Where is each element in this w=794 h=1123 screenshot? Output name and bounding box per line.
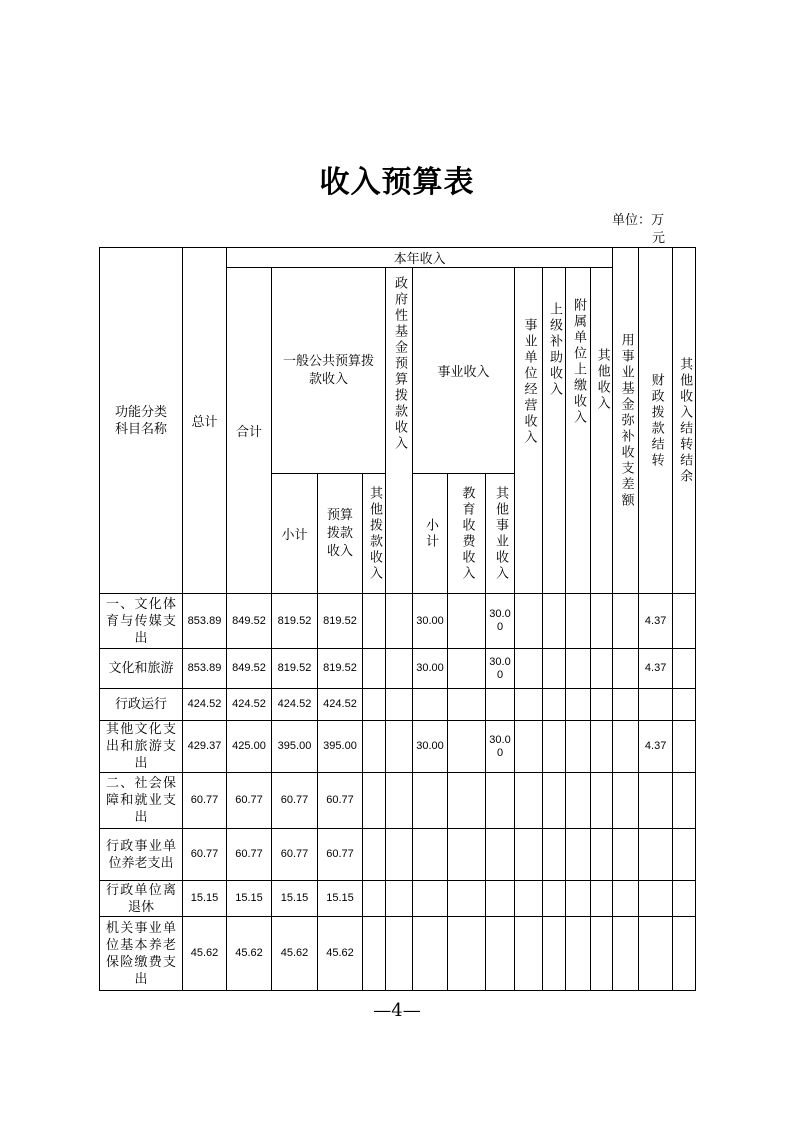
cell-bus-sub [413, 917, 448, 991]
cell-sup [543, 829, 566, 881]
table-row [100, 829, 696, 881]
cell-gen-sub: 60.77 [272, 773, 318, 829]
header-superior-subsidy: 上级补助收入 [543, 268, 566, 594]
cell-fund [613, 773, 639, 829]
cell-othcarry [673, 829, 696, 881]
cell-gen-budget: 60.77 [318, 829, 363, 881]
cell-oth [591, 829, 613, 881]
cell-sum: 849.52 [227, 594, 272, 649]
cell-oper [515, 689, 543, 721]
cell-bus-other: 30.00 [486, 649, 515, 689]
header-gen-subtotal: 小计 [272, 474, 318, 594]
cell-bus-edu [448, 881, 486, 917]
cell-bus-edu [448, 829, 486, 881]
cell-name: 行政事业单位养老支出 [100, 829, 183, 881]
cell-bus-edu [448, 917, 486, 991]
header-bus-subtotal: 小计 [413, 474, 448, 594]
table-row [100, 773, 696, 829]
cell-total: 60.77 [183, 773, 227, 829]
cell-oper [515, 594, 543, 649]
cell-aff [566, 594, 591, 649]
cell-aff [566, 917, 591, 991]
cell-gen-other [363, 721, 386, 773]
cell-oper [515, 881, 543, 917]
table-row [100, 881, 696, 917]
cell-sum: 425.00 [227, 721, 272, 773]
cell-gen-other [363, 881, 386, 917]
cell-gen-other [363, 917, 386, 991]
cell-gen-sub: 424.52 [272, 689, 318, 721]
cell-total: 15.15 [183, 881, 227, 917]
cell-othcarry [673, 917, 696, 991]
cell-othcarry [673, 881, 696, 917]
cell-total: 45.62 [183, 917, 227, 991]
cell-fund [613, 917, 639, 991]
cell-bus-sub [413, 829, 448, 881]
header-subtotal-all: 合计 [227, 268, 272, 594]
header-business-income: 事业收入 [413, 268, 515, 474]
cell-sup [543, 917, 566, 991]
cell-aff [566, 689, 591, 721]
cell-sum: 60.77 [227, 829, 272, 881]
cell-sum: 60.77 [227, 773, 272, 829]
header-total: 总计 [183, 248, 227, 594]
header-other-carryover: 其他收入结转结余 [673, 248, 696, 594]
cell-oth [591, 689, 613, 721]
cell-gov-fund [386, 721, 413, 773]
cell-fund [613, 881, 639, 917]
cell-aff [566, 773, 591, 829]
cell-bus-edu [448, 594, 486, 649]
cell-sup [543, 689, 566, 721]
cell-bus-edu [448, 689, 486, 721]
table-row [100, 721, 696, 773]
table-row [100, 594, 696, 649]
cell-gen-other [363, 829, 386, 881]
cell-gen-budget: 819.52 [318, 594, 363, 649]
cell-sum: 15.15 [227, 881, 272, 917]
cell-othcarry [673, 594, 696, 649]
cell-gov-fund [386, 689, 413, 721]
cell-gen-sub: 60.77 [272, 829, 318, 881]
page-number: —4— [373, 1000, 421, 1021]
unit-text-2: 元 [652, 231, 666, 246]
cell-oth [591, 721, 613, 773]
header-general-budget: 一般公共预算拨款收入 [272, 268, 386, 474]
cell-name: 其他文化支出和旅游支出 [100, 721, 183, 773]
cell-fund [613, 649, 639, 689]
cell-gen-other [363, 689, 386, 721]
header-function-name: 功能分类 科目名称 [100, 248, 183, 594]
cell-gen-sub: 395.00 [272, 721, 318, 773]
cell-bus-edu [448, 773, 486, 829]
cell-total: 60.77 [183, 829, 227, 881]
cell-sup [543, 594, 566, 649]
cell-name: 文化和旅游 [100, 649, 183, 689]
header-operating-income: 事业单位经营收入 [515, 268, 543, 594]
header-gen-budget-alloc: 预算拨款收入 [318, 474, 363, 594]
cell-fiscal: 4.37 [639, 594, 673, 649]
unit-text: 单位：万 [612, 213, 665, 228]
cell-bus-sub: 30.00 [413, 721, 448, 773]
cell-bus-edu [448, 649, 486, 689]
cell-gov-fund [386, 649, 413, 689]
header-gen-other-alloc: 其他拨款收入 [363, 474, 386, 594]
cell-gov-fund [386, 917, 413, 991]
cell-oth [591, 881, 613, 917]
cell-name: 行政运行 [100, 689, 183, 721]
cell-fund [613, 829, 639, 881]
cell-total: 853.89 [183, 594, 227, 649]
cell-fiscal [639, 881, 673, 917]
cell-name: 二、社会保障和就业支出 [100, 773, 183, 829]
header-other-income: 其他收入 [591, 268, 613, 594]
cell-total: 429.37 [183, 721, 227, 773]
cell-fiscal: 4.37 [639, 649, 673, 689]
cell-oper [515, 917, 543, 991]
cell-gov-fund [386, 594, 413, 649]
cell-gen-budget: 819.52 [318, 649, 363, 689]
cell-fiscal [639, 689, 673, 721]
page-title: 收入预算表 [319, 165, 475, 200]
cell-gen-sub: 819.52 [272, 649, 318, 689]
cell-fiscal [639, 917, 673, 991]
cell-fiscal: 4.37 [639, 721, 673, 773]
cell-bus-other [486, 881, 515, 917]
cell-total: 853.89 [183, 649, 227, 689]
cell-sup [543, 881, 566, 917]
cell-gen-sub: 45.62 [272, 917, 318, 991]
cell-name: 行政单位离退休 [100, 881, 183, 917]
cell-bus-sub: 30.00 [413, 594, 448, 649]
cell-othcarry [673, 721, 696, 773]
cell-gen-budget: 60.77 [318, 773, 363, 829]
cell-bus-edu [448, 721, 486, 773]
cell-bus-sub [413, 689, 448, 721]
cell-bus-sub: 30.00 [413, 649, 448, 689]
cell-fund [613, 594, 639, 649]
cell-fund [613, 721, 639, 773]
cell-gen-sub: 15.15 [272, 881, 318, 917]
cell-oth [591, 594, 613, 649]
cell-gen-other [363, 594, 386, 649]
cell-aff [566, 881, 591, 917]
header-bus-other: 其他事业收入 [486, 474, 515, 594]
cell-oper [515, 829, 543, 881]
table-row [100, 649, 696, 689]
cell-bus-other [486, 689, 515, 721]
cell-sup [543, 721, 566, 773]
unit-label [612, 212, 672, 248]
cell-aff [566, 649, 591, 689]
header-fund-balance: 用事业基金弥补收支差额 [613, 248, 639, 594]
cell-gen-budget: 395.00 [318, 721, 363, 773]
table-row [100, 917, 696, 991]
cell-bus-other [486, 829, 515, 881]
header-bus-edu-fee: 教育收费收入 [448, 474, 486, 594]
cell-bus-other: 30.00 [486, 594, 515, 649]
cell-oth [591, 649, 613, 689]
cell-gov-fund [386, 773, 413, 829]
cell-aff [566, 721, 591, 773]
cell-fiscal [639, 773, 673, 829]
cell-oth [591, 773, 613, 829]
cell-gen-sub: 819.52 [272, 594, 318, 649]
cell-gen-other [363, 649, 386, 689]
cell-gov-fund [386, 881, 413, 917]
cell-othcarry [673, 689, 696, 721]
cell-bus-other [486, 917, 515, 991]
cell-gen-other [363, 773, 386, 829]
header-gov-fund: 政府性基金预算拨款收入 [386, 268, 413, 594]
cell-sup [543, 773, 566, 829]
header-this-year: 本年收入 [227, 248, 613, 268]
cell-gen-budget: 45.62 [318, 917, 363, 991]
cell-total: 424.52 [183, 689, 227, 721]
cell-bus-sub [413, 773, 448, 829]
budget-table [99, 247, 696, 991]
cell-oper [515, 773, 543, 829]
cell-gen-budget: 424.52 [318, 689, 363, 721]
table-body [100, 594, 696, 991]
cell-oper [515, 721, 543, 773]
cell-gov-fund [386, 829, 413, 881]
cell-bus-sub [413, 881, 448, 917]
cell-fiscal [639, 829, 673, 881]
header-fiscal-carryover: 财政拨款结转 [639, 248, 673, 594]
cell-gen-budget: 15.15 [318, 881, 363, 917]
cell-othcarry [673, 773, 696, 829]
cell-sum: 849.52 [227, 649, 272, 689]
cell-oth [591, 917, 613, 991]
cell-sum: 424.52 [227, 689, 272, 721]
cell-aff [566, 829, 591, 881]
header-affiliated-payment: 附属单位上缴收入 [566, 268, 591, 594]
cell-name: 一、文化体育与传媒支出 [100, 594, 183, 649]
cell-fund [613, 689, 639, 721]
cell-bus-other: 30.00 [486, 721, 515, 773]
cell-bus-other [486, 773, 515, 829]
cell-othcarry [673, 649, 696, 689]
cell-oper [515, 649, 543, 689]
cell-sum: 45.62 [227, 917, 272, 991]
cell-name: 机关事业单位基本养老保险缴费支出 [100, 917, 183, 991]
table-row [100, 689, 696, 721]
cell-sup [543, 649, 566, 689]
